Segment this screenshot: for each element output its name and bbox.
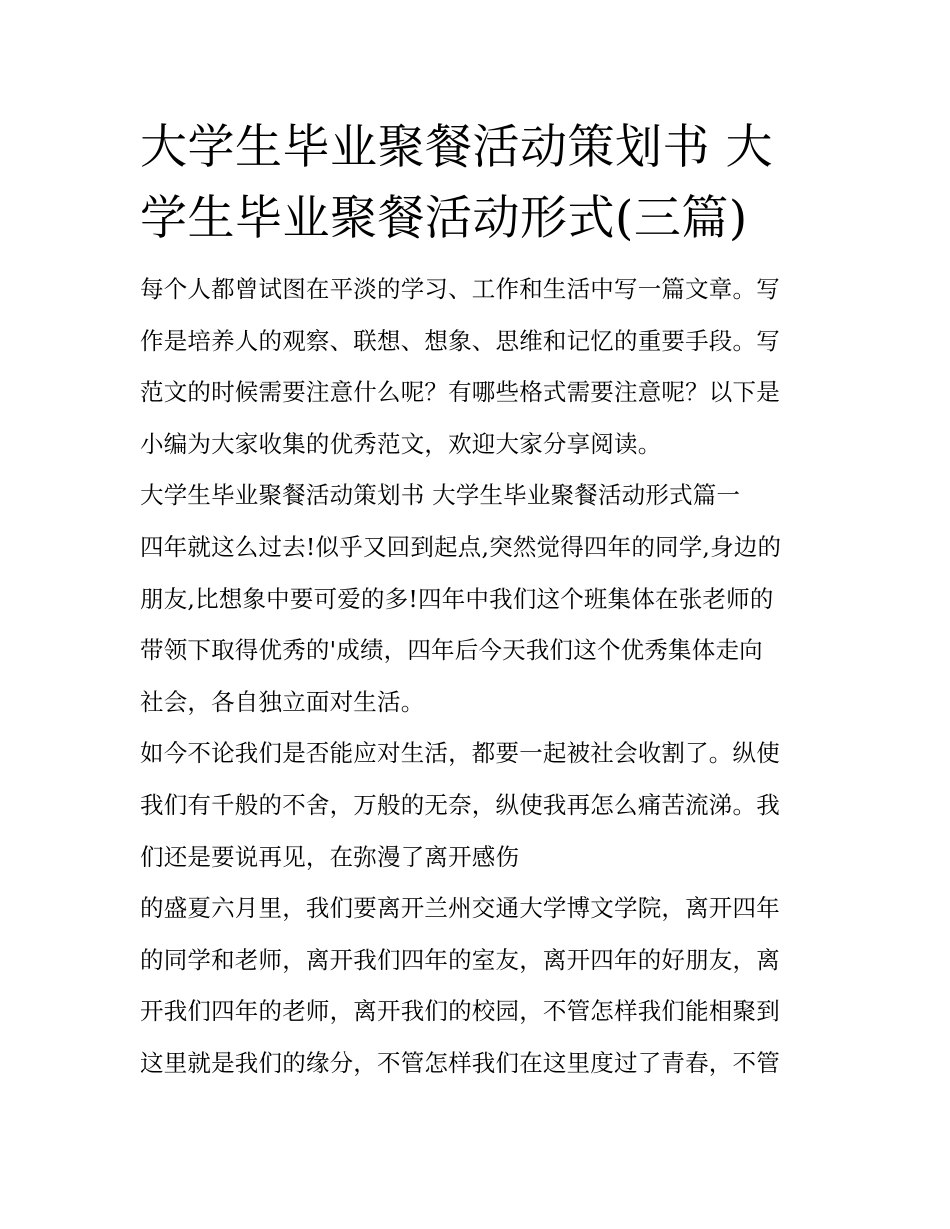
text-line: 的同学和老师，离开我们四年的室友，离开四年的好朋友，离: [140, 945, 780, 974]
text-line: 作是培养人的观察、联想、想象、思维和记忆的重要手段。写: [140, 326, 780, 355]
text-line: 们还是要说再见，在弥漫了离开感伤: [140, 842, 520, 871]
document-title: [140, 112, 816, 254]
text-line: 开我们四年的老师，离开我们的校园，不管怎样我们能相聚到: [140, 997, 780, 1026]
text-line: 范文的时候需要注意什么呢？有哪些格式需要注意呢？以下是: [140, 378, 780, 407]
text-line: 带领下取得优秀的'成绩，四年后今天我们这个优秀集体走向: [140, 636, 763, 665]
section-heading: 大学生毕业聚餐活动策划书 大学生毕业聚餐活动形式篇一: [140, 481, 741, 510]
text-line: 朋友,比想象中要可爱的多!四年中我们这个班集体在张老师的: [140, 584, 774, 613]
intro-paragraph: [140, 264, 816, 470]
body-paragraph-3: [140, 883, 816, 1089]
text-line: 这里就是我们的缘分，不管怎样我们在这里度过了青春，不管: [140, 1048, 780, 1077]
text-line: 的盛夏六月里，我们要离开兰州交通大学博文学院，离开四年: [140, 894, 780, 923]
text-line: 四年就这么过去!似乎又回到起点,突然觉得四年的同学,身边的: [140, 532, 782, 561]
body-paragraph-2: [140, 728, 816, 883]
text-line: 小编为大家收集的优秀范文，欢迎大家分享阅读。: [140, 429, 662, 458]
text-line: 每个人都曾试图在平淡的学习、工作和生活中写一篇文章。写: [140, 275, 780, 303]
title-line: 大学生毕业聚餐活动策划书 大: [140, 120, 773, 175]
text-line: 社会，各自独立面对生活。: [140, 687, 425, 716]
title-line: 学生毕业聚餐活动形式(三篇): [140, 191, 748, 246]
text-line: 如今不论我们是否能应对生活，都要一起被社会收割了。纵使: [140, 739, 780, 768]
text-line: 我们有千般的不舍，万般的无奈，纵使我再怎么痛苦流涕。我: [140, 790, 780, 819]
document-page: [140, 112, 816, 1090]
body-paragraph-1: [140, 522, 816, 728]
